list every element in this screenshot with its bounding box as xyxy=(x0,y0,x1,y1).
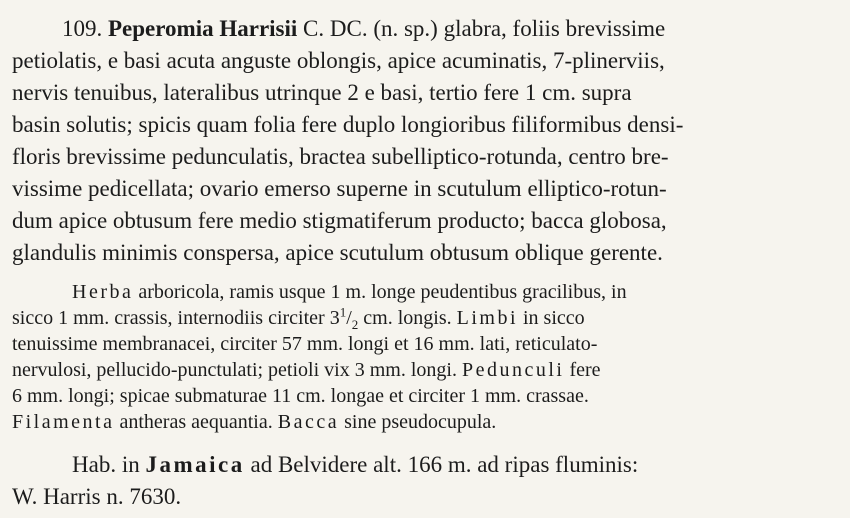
species-name: Peperomia Harrisii xyxy=(108,16,298,41)
description-line-1: Herba arboricola, ramis usque 1 m. longe peudentibus gracilibus, in xyxy=(0,280,850,305)
description-line-6: Filamenta antheras aequantia. Bacca sine pseudocupula. xyxy=(12,411,497,433)
species-authority: C. DC. (n. sp.) xyxy=(303,16,438,41)
diagnosis-line-8: glandulis minimis conspersa, apice scutulum obtusum oblique gerente. xyxy=(12,240,663,265)
diagnosis-line-6: vissime pedicellata; ovario emerso superne in scutulum elliptico-rotun- xyxy=(12,176,667,201)
diagnosis-line-4: basin solutis; spicis quam folia fere duplo longioribus filiformibus densi- xyxy=(12,112,684,137)
diagnosis-line-3: nervis tenuibus, lateralibus utrinque 2 e basi, tertio fere 1 cm. supra xyxy=(12,80,632,105)
description-line-5: 6 mm. longi; spicae submaturae 11 cm. longae et circiter 1 mm. crassae. xyxy=(12,385,589,407)
diagnosis-line-1 xyxy=(0,14,850,43)
diagnosis-line-5: floris brevissime pedunculatis, bractea subelliptico-rotunda, centro bre- xyxy=(12,144,669,169)
description-line-4: nervulosi, pellucido-punctulati; petioli vix 3 mm. longi. Pedunculi fere xyxy=(12,359,601,381)
description-line-2: sicco 1 mm. crassis, internodiis circiter $3^1/_2$ cm. longis. Limbi in sicco xyxy=(12,306,585,331)
diagnosis-line-7: dum apice obtusum fere medio stigmatiferum producto; bacca globosa, xyxy=(12,208,667,233)
diagnosis-text-1: glabra, foliis brevissime xyxy=(443,16,666,41)
habitat-line-2: W. Harris n. 7630. xyxy=(12,484,182,509)
species-number: 109. xyxy=(62,16,103,41)
term-filamenta: Filamenta xyxy=(12,411,115,433)
term-bacca: Bacca xyxy=(277,411,340,433)
description-line-3: tenuissime membranacei, circiter 57 mm. longi et 16 mm. lati, reticulato- xyxy=(12,333,598,355)
habitat-place: Jamaica xyxy=(145,452,245,477)
diagnosis-line-2: petiolatis, e basi acuta anguste oblongis, apice acuminatis, 7-plinerviis, xyxy=(12,48,665,73)
term-limbi: Limbi xyxy=(456,307,518,329)
habitat-line-1: Hab. in Jamaica ad Belvidere alt. 166 m. ad ripas fluminis: xyxy=(72,452,639,477)
term-pedunculi: Pedunculi xyxy=(461,359,565,381)
term-herba: Herba xyxy=(72,281,134,303)
